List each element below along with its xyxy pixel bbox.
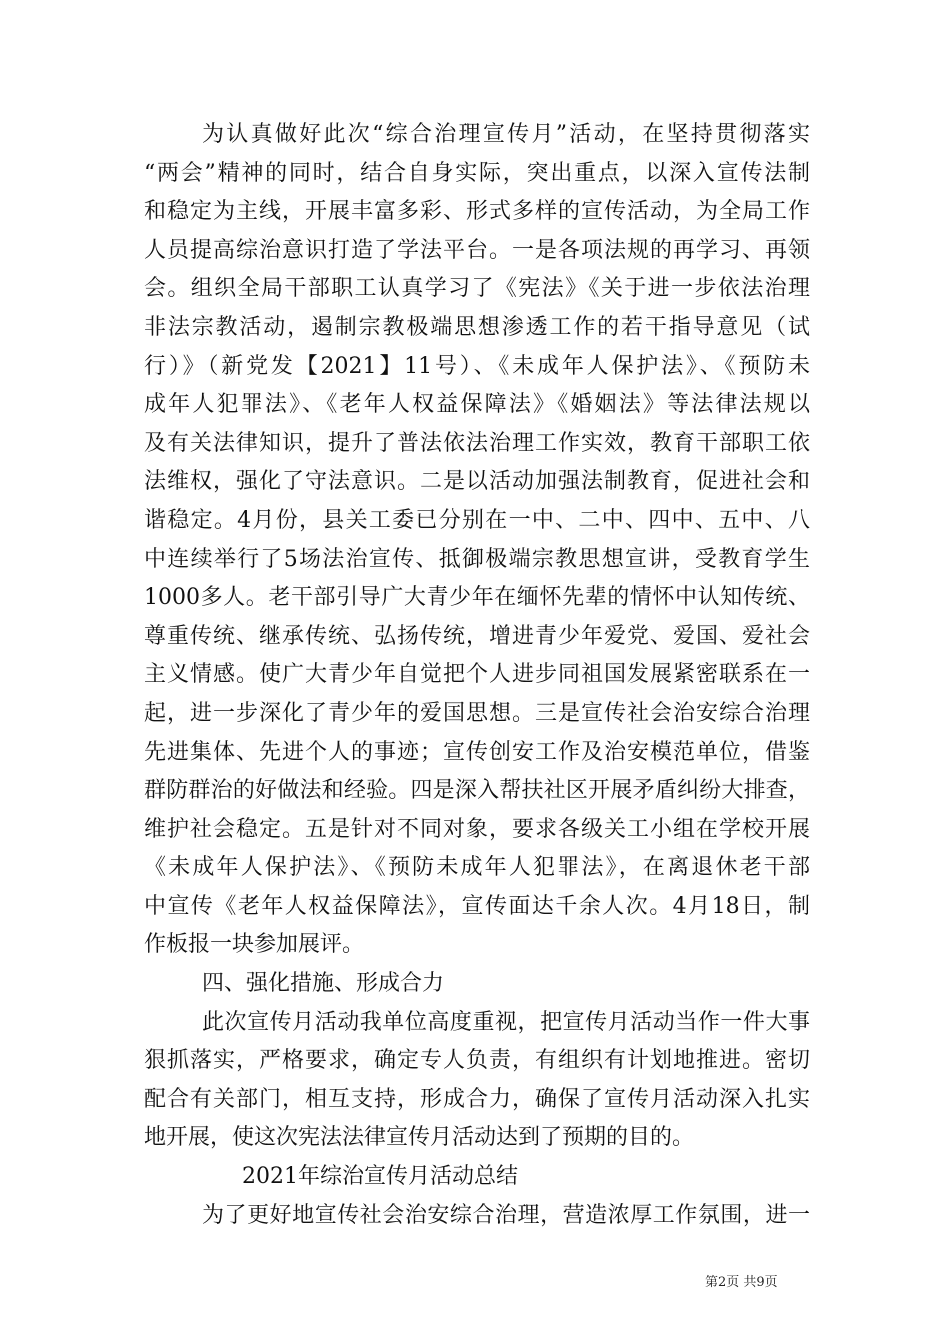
paragraph-line: 中连续举行了5场法治宣传、抵御极端宗教思想宣讲，受教育学生 [144, 546, 810, 572]
paragraph-line: 成年人犯罪法》、《老年人权益保障法》《婚姻法》等法律法规以 [144, 392, 810, 418]
paragraph-line: 及有关法律知识，提升了普法依法治理工作实效，教育干部职工依 [144, 430, 810, 456]
paragraph-line: 1000多人。老干部引导广大青少年在缅怀先辈的情怀中认知传统、 [144, 585, 810, 611]
paragraph-line: 维护社会稳定。五是针对不同对象，要求各级关工小组在学校开展 [144, 816, 810, 842]
paragraph-line: 法维权，强化了守法意识。二是以活动加强法制教育，促进社会和 [144, 469, 810, 495]
paragraph-line: 和稳定为主线，开展丰富多彩、形式多样的宣传活动，为全局工作 [144, 199, 810, 225]
paragraph-line: 非法宗教活动，遏制宗教极端思想渗透工作的若干指导意见（试 [144, 314, 810, 340]
paragraph-line: 此次宣传月活动我单位高度重视，把宣传月活动当作一件大事 [202, 1009, 810, 1035]
paragraph-line: 人员提高综治意识打造了学法平台。一是各项法规的再学习、再领 [144, 237, 810, 263]
document-body [144, 116, 810, 1235]
paragraph-line: 《未成年人保护法》、《预防未成年人犯罪法》，在离退休老干部 [144, 855, 810, 881]
document-title: 2021年综治宣传月活动总结 [242, 1164, 518, 1190]
paragraph-line: 先进集体、先进个人的事迹；宣传创安工作及治安模范单位，借鉴 [144, 739, 810, 765]
paragraph-line: 狠抓落实，严格要求，确定专人负责，有组织有计划地推进。密切 [144, 1048, 810, 1074]
paragraph-line: 谐稳定。4月份，县关工委已分别在一中、二中、四中、五中、八 [144, 507, 810, 533]
paragraph-line: 作板报一块参加展评。 [144, 932, 365, 958]
paragraph-line: 为认真做好此次“综合治理宣传月”活动，在坚持贯彻落实 [202, 122, 810, 147]
paragraph-line: 起，进一步深化了青少年的爱国思想。三是宣传社会治安综合治理 [144, 700, 810, 726]
paragraph-line: 行）》（新党发【2021】11号）、《未成年人保护法》、《预防未 [144, 353, 811, 379]
paragraph-line: 中宣传《老年人权益保障法》，宣传面达千余人次。4月18日，制 [144, 893, 810, 919]
paragraph-line: 地开展，使这次宪法法律宣传月活动达到了预期的目的。 [144, 1125, 695, 1151]
page-number: 第2页 共9页 [705, 1275, 778, 1290]
paragraph-line: 配合有关部门，相互支持，形成合力，确保了宣传月活动深入扎实 [144, 1086, 810, 1112]
paragraph-line: 主义情感。使广大青少年自觉把个人进步同祖国发展紧密联系在一 [144, 662, 810, 688]
paragraph-line: 会。组织全局干部职工认真学习了《宪法》《关于进一步依法治理 [144, 276, 810, 302]
paragraph-line: 群防群治的好做法和经验。四是深入帮扶社区开展矛盾纠纷大排查， [144, 778, 810, 804]
section-heading: 四、强化措施、形成合力 [202, 971, 445, 997]
paragraph-line: 尊重传统、继承传统、弘扬传统，增进青少年爱党、爱国、爱社会 [144, 623, 810, 649]
paragraph-line: 为了更好地宣传社会治安综合治理，营造浓厚工作氛围，进一 [202, 1202, 810, 1228]
paragraph-line: “两会”精神的同时，结合自身实际，突出重点，以深入宣传法制 [144, 160, 810, 186]
